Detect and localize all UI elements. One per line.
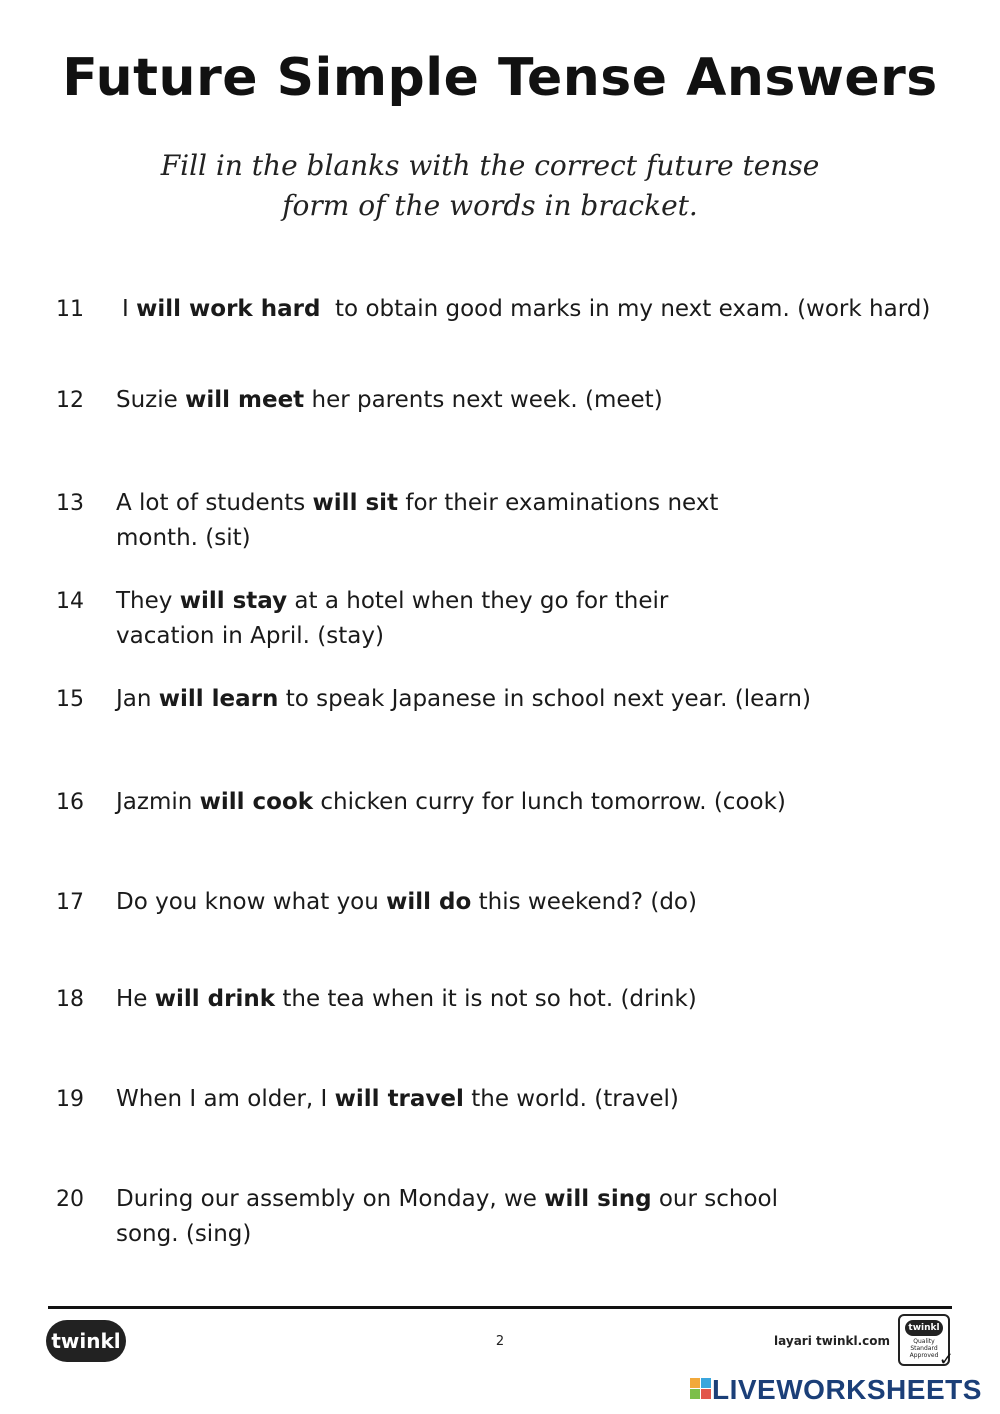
question-number: 20 <box>56 1187 84 1212</box>
answer: will learn <box>158 686 279 712</box>
question-number: 16 <box>56 790 84 815</box>
question-text: Do you know what you will do this weekend? (do) <box>116 889 697 915</box>
question-number: 11 <box>56 297 84 322</box>
question-number: 17 <box>56 890 84 915</box>
question-text: A lot of students will sit for their examinations next month. (sit) <box>116 490 719 551</box>
question-number: 15 <box>56 687 84 712</box>
question-text: I will work hard to obtain good marks in my next exam. (work hard) <box>122 296 931 322</box>
page-number: 2 <box>495 1334 505 1349</box>
checkmark-icon: ✓ <box>938 1349 954 1370</box>
answer: will cook <box>199 789 314 815</box>
question-text: They will stay at a hotel when they go for their vacation in April. (stay) <box>116 588 669 649</box>
question-text: During our assembly on Monday, we will sing our school song. (sing) <box>116 1186 779 1247</box>
question-text: He will drink the tea when it is not so hot. (drink) <box>116 986 697 1012</box>
answer: will work hard <box>136 296 321 322</box>
question-text: Suzie will meet her parents next week. (meet) <box>116 387 663 413</box>
answer: will travel <box>334 1086 464 1112</box>
footer-divider <box>48 1306 952 1309</box>
page-title: Future Simple Tense Answers <box>62 48 938 108</box>
answer: will sit <box>312 490 399 516</box>
answer: will sing <box>544 1186 652 1212</box>
answer: will meet <box>185 387 305 413</box>
quality-badge <box>898 1314 954 1370</box>
question-number: 18 <box>56 987 84 1012</box>
liveworksheets-text: LIVEWORKSHEETS <box>712 1374 982 1405</box>
liveworksheets-watermark <box>690 1374 990 1406</box>
instructions <box>140 146 840 226</box>
answer: will drink <box>154 986 276 1012</box>
question-text: Jan will learn to speak Japanese in school next year. (learn) <box>116 686 811 712</box>
twinkl-logo: twinkl <box>46 1320 126 1362</box>
question-number: 12 <box>56 388 84 413</box>
answer: will do <box>386 889 472 915</box>
instructions-line-1: Fill in the blanks with the correct future tense <box>160 149 820 182</box>
badge-text: Quality Standard Approved <box>909 1338 939 1359</box>
question-number: 14 <box>56 589 84 614</box>
site-link[interactable]: layari twinkl.com <box>774 1334 890 1348</box>
question-number: 19 <box>56 1087 84 1112</box>
question-text: Jazmin will cook chicken curry for lunch tomorrow. (cook) <box>116 789 786 815</box>
badge-logo: twinkl <box>905 1320 943 1336</box>
question-text: When I am older, I will travel the world. (travel) <box>116 1086 679 1112</box>
liveworksheets-icon <box>690 1378 712 1402</box>
answer: will stay <box>179 588 288 614</box>
instructions-line-2: form of the words in bracket. <box>282 189 698 222</box>
question-number: 13 <box>56 491 84 516</box>
